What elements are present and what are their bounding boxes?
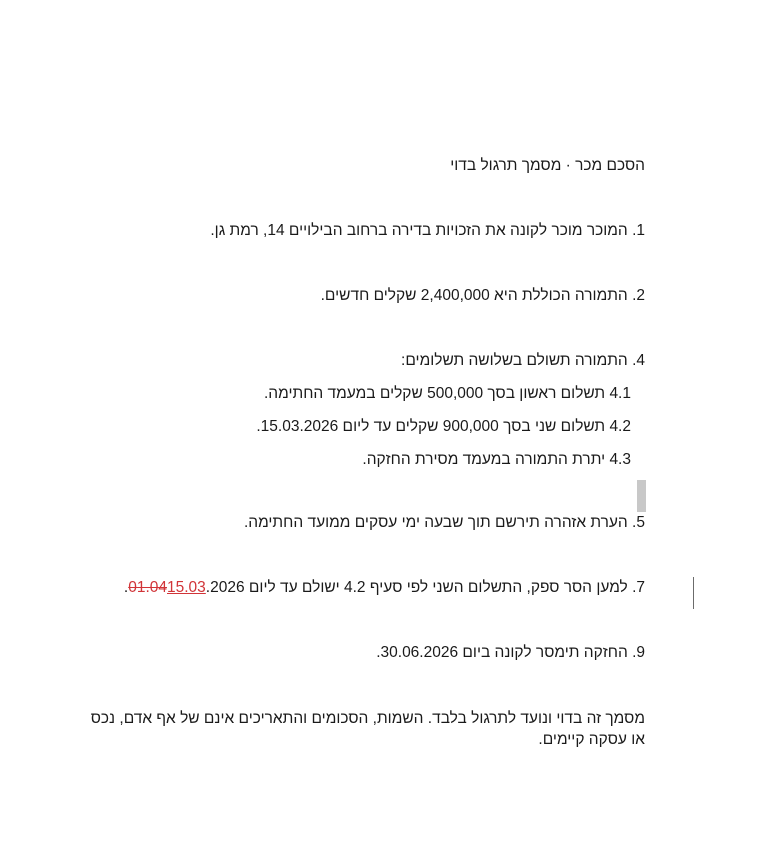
clause-7-text: 7. למען הסר ספק, התשלום השני לפי סעיף 4.2 ישולם עד ליום bbox=[244, 579, 645, 596]
clause-9: 9. החזקה תימסר לקונה ביום 30.06.2026. bbox=[376, 644, 645, 661]
tracked-insertion[interactable]: 15.03 bbox=[167, 579, 206, 596]
clause-4-2: 4.2 תשלום שני בסך 900,000 שקלים עד ליום 15.03.2026. bbox=[256, 418, 631, 435]
clause-1: 1. המוכר מוכר לקונה את הזכויות בדירה ברחוב הבילויים 14, רמת גן. bbox=[210, 222, 645, 239]
clause-4: 4. התמורה תשולם בשלושה תשלומים: bbox=[401, 352, 645, 369]
clause-4-1: 4.1 תשלום ראשון בסך 500,000 שקלים במעמד החתימה. bbox=[264, 385, 631, 402]
clause-7 bbox=[124, 578, 645, 598]
clause-5: 5. הערת אזהרה תירשם תוך שבעה ימי עסקים ממועד החתימה. bbox=[243, 514, 645, 531]
disclaimer-paragraph: מסמך זה בדוי ונועד לתרגול בלבד. השמות, הסכומים והתאריכים אינם של אף אדם, נכס או עסקה קיימים. bbox=[90, 710, 645, 748]
document-title: הסכם מכר · מסמך תרגול בדוי bbox=[450, 157, 645, 174]
clause-7-suffix: .2026. bbox=[123, 579, 245, 596]
clause-4-3: 4.3 יתרת התמורה במעמד מסירת החזקה. bbox=[362, 451, 631, 468]
tracked-change-bar bbox=[693, 577, 694, 609]
cursor-block-marker bbox=[637, 480, 646, 512]
clause-2: 2. התמורה הכוללת היא 2,400,000 שקלים חדשים. bbox=[320, 287, 645, 304]
tracked-deletion[interactable]: 01.04 bbox=[128, 579, 167, 596]
